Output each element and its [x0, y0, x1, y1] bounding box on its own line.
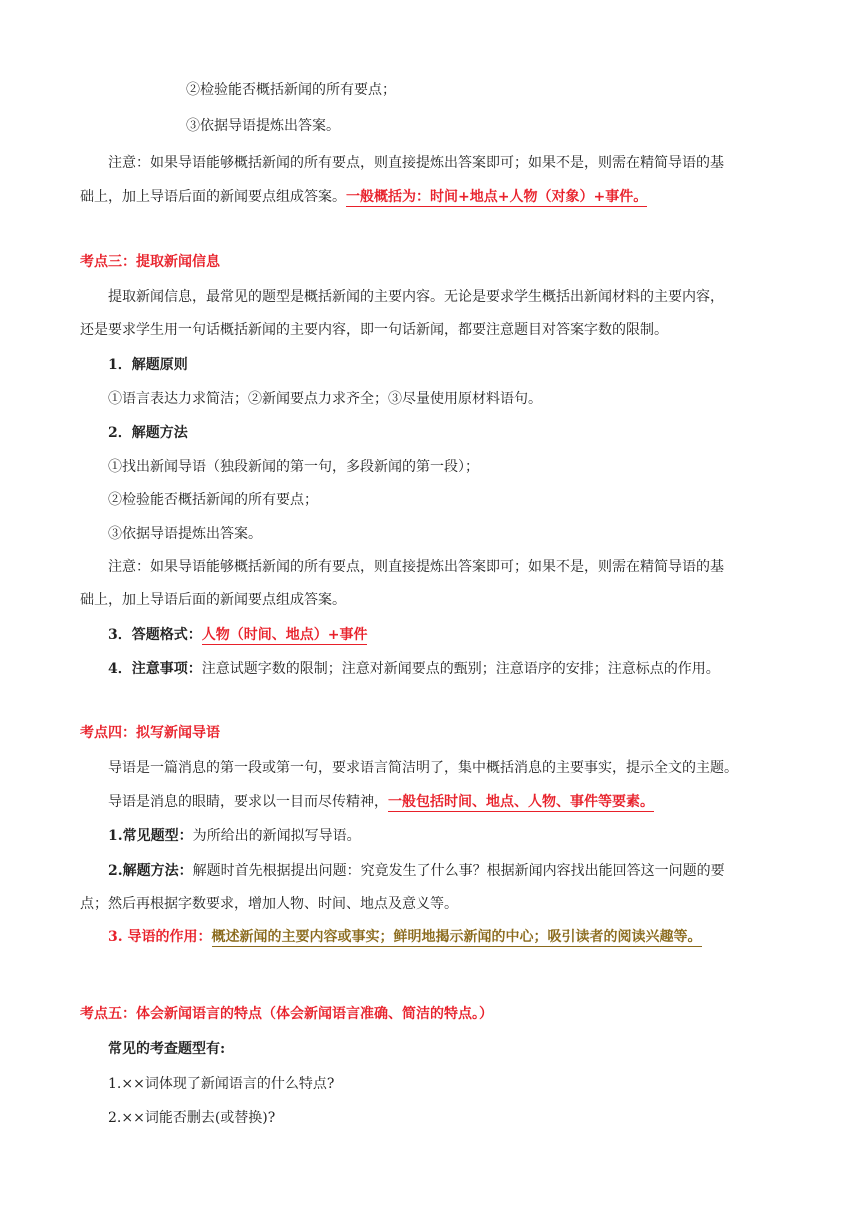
note-text [80, 187, 647, 207]
paragraph: 点；然后再根据字数要求，增加人物、时间、地点及意义等。 [80, 896, 458, 912]
attention-label: 4．注意事项： [108, 661, 202, 677]
paragraph [108, 792, 654, 812]
subheading: 常见的考查题型有: [108, 1041, 226, 1057]
format-label: 3．答题格式： [108, 627, 202, 643]
type-label: 1.常见题型： [108, 828, 193, 844]
note-highlight: 一般概括为：时间+地点+人物（对象）+事件。 [346, 189, 648, 205]
role-label: 3. 导语的作用： [108, 929, 212, 945]
list-item: ②检验能否概括新闻的所有要点； [186, 82, 396, 98]
format-line [108, 625, 367, 645]
list-item: ③依据导语提炼出答案。 [108, 526, 262, 542]
paragraph: 导语是一篇消息的第一段或第一句，要求语言简洁明了，集中概括消息的主要事实，提示全文的主题。 [108, 760, 738, 776]
list-item: ②检验能否概括新闻的所有要点； [108, 492, 318, 508]
note-text: 注意：如果导语能够概括新闻的所有要点，则直接提炼出答案即可；如果不是，则需在精简导语的基 [108, 559, 724, 575]
paragraph-plain: 导语是消息的眼睛，要求以一目而尽传精神， [108, 794, 388, 810]
method-line [108, 861, 725, 881]
type-line [108, 826, 361, 846]
paragraph: 还是要求学生用一句话概括新闻的主要内容，即一句话新闻，都要注意题目对答案字数的限制。 [80, 322, 668, 338]
paragraph: ①语言表达力求简洁；②新闻要点力求齐全；③尽量使用原材料语句。 [108, 391, 542, 407]
paragraph-highlight: 一般包括时间、地点、人物、事件等要素。 [388, 794, 654, 810]
section-heading: 考点四：拟写新闻导语 [80, 725, 220, 741]
note-text: 础上，加上导语后面的新闻要点组成答案。 [80, 592, 346, 608]
section-heading: 考点三：提取新闻信息 [80, 254, 220, 270]
list-item: ①找出新闻导语（独段新闻的第一句，多段新闻的第一段）； [108, 459, 479, 475]
role-line [108, 927, 702, 947]
note-text: 注意：如果导语能够概括新闻的所有要点，则直接提炼出答案即可；如果不是，则需在精简导语的基 [108, 155, 724, 171]
list-item: ③依据导语提炼出答案。 [186, 118, 340, 134]
subheading: 1．解题原则 [108, 357, 188, 373]
attention-line [108, 659, 720, 679]
type-text: 为所给出的新闻拟写导语。 [192, 828, 361, 844]
role-text: 概述新闻的主要内容或事实；鲜明地揭示新闻的中心；吸引读者的阅读兴趣等。 [211, 929, 702, 945]
attention-text: 注意试题字数的限制；注意对新闻要点的甄别；注意语序的安排；注意标点的作用。 [201, 661, 720, 677]
format-value: 人物（时间、地点）+事件 [201, 627, 368, 643]
method-label: 2.解题方法： [108, 863, 193, 879]
section-heading: 考点五：体会新闻语言的特点（体会新闻语言准确、简洁的特点。） [80, 1006, 493, 1022]
paragraph: 提取新闻信息，最常见的题型是概括新闻的主要内容。无论是要求学生概括出新闻材料的主要内容， [108, 289, 724, 305]
method-text: 解题时首先根据提出问题：究竟发生了什么事？根据新闻内容找出能回答这一问题的要 [192, 863, 725, 879]
list-item: 2.××词能否删去(或替换)? [108, 1110, 276, 1126]
subheading: 2．解题方法 [108, 425, 188, 441]
list-item: 1.××词体现了新闻语言的什么特点? [108, 1076, 335, 1092]
note-text-plain: 础上，加上导语后面的新闻要点组成答案。 [80, 189, 346, 205]
